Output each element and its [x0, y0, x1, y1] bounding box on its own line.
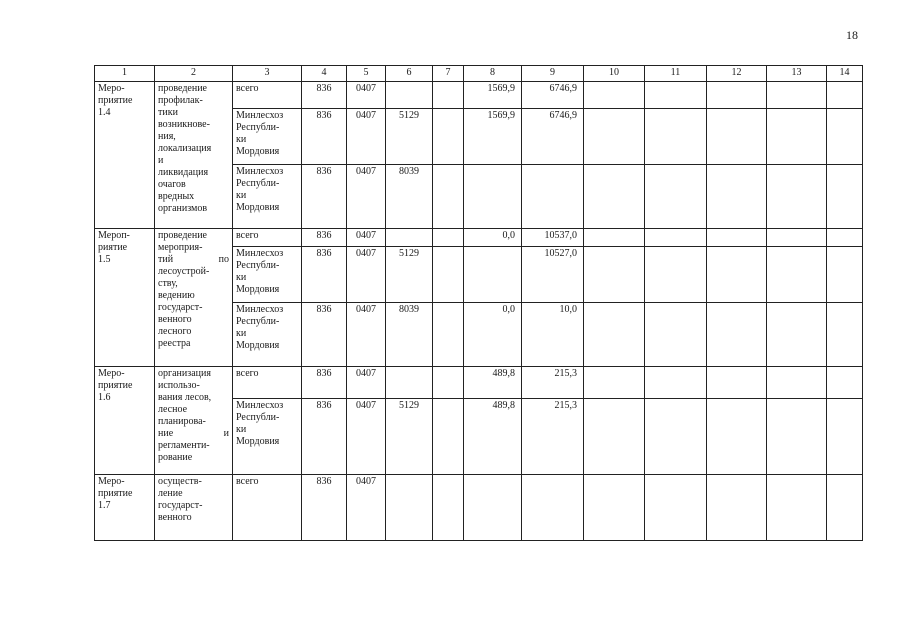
- col-header: 12: [707, 66, 767, 82]
- funding-source: всего: [233, 82, 302, 109]
- table-row: [95, 82, 863, 109]
- cell-c9: 215,3: [522, 367, 584, 399]
- cell-c13: [767, 109, 827, 165]
- cell-c6: 8039: [386, 165, 433, 229]
- col-header: 1: [95, 66, 155, 82]
- cell-c12: [707, 367, 767, 399]
- measure-id: Меро- приятие 1.7: [95, 475, 155, 541]
- cell-c12: [707, 82, 767, 109]
- col-header: 6: [386, 66, 433, 82]
- cell-c13: [767, 229, 827, 247]
- cell-c6: 5129: [386, 247, 433, 303]
- cell-c7: [433, 399, 464, 475]
- funding-source: Минлесхоз Республи- ки Мордовия: [233, 247, 302, 303]
- cell-c8: 489,8: [464, 367, 522, 399]
- col-header: 8: [464, 66, 522, 82]
- cell-c8: [464, 247, 522, 303]
- description-word: ние: [158, 428, 174, 439]
- description-line: проведение мероприя-: [158, 230, 207, 253]
- cell-c12: [707, 247, 767, 303]
- cell-c10: [584, 165, 645, 229]
- cell-c7: [433, 475, 464, 541]
- cell-c13: [767, 475, 827, 541]
- cell-c14: [827, 82, 863, 109]
- cell-c9: [522, 165, 584, 229]
- cell-c12: [707, 303, 767, 367]
- col-header: 3: [233, 66, 302, 82]
- funding-source: Минлесхоз Республи- ки Мордовия: [233, 109, 302, 165]
- measure-id: Мероп- риятие 1.5: [95, 229, 155, 367]
- cell-c10: [584, 303, 645, 367]
- cell-c8: 1569,9: [464, 109, 522, 165]
- cell-c13: [767, 165, 827, 229]
- funding-source: Минлесхоз Республи- ки Мордовия: [233, 399, 302, 475]
- cell-c14: [827, 303, 863, 367]
- cell-c5: 0407: [347, 303, 386, 367]
- cell-c6: 5129: [386, 109, 433, 165]
- cell-c13: [767, 82, 827, 109]
- measure-description: [155, 229, 233, 367]
- cell-c9: 6746,9: [522, 82, 584, 109]
- measure-id: Меро- приятие 1.6: [95, 367, 155, 475]
- cell-c5: 0407: [347, 475, 386, 541]
- cell-c14: [827, 475, 863, 541]
- cell-c6: 8039: [386, 303, 433, 367]
- cell-c14: [827, 399, 863, 475]
- cell-c11: [645, 109, 707, 165]
- cell-c13: [767, 367, 827, 399]
- col-header: 7: [433, 66, 464, 82]
- table-row: [95, 475, 863, 541]
- cell-c13: [767, 247, 827, 303]
- funding-source: всего: [233, 475, 302, 541]
- description-line: регламенти- рование: [158, 440, 210, 463]
- cell-c11: [645, 165, 707, 229]
- cell-c7: [433, 247, 464, 303]
- cell-c7: [433, 303, 464, 367]
- cell-c12: [707, 399, 767, 475]
- cell-c10: [584, 82, 645, 109]
- col-header: 9: [522, 66, 584, 82]
- cell-c11: [645, 229, 707, 247]
- col-header: 10: [584, 66, 645, 82]
- cell-c11: [645, 247, 707, 303]
- cell-c7: [433, 109, 464, 165]
- cell-c12: [707, 109, 767, 165]
- cell-c7: [433, 165, 464, 229]
- cell-c8: [464, 165, 522, 229]
- cell-c8: 0,0: [464, 303, 522, 367]
- cell-c12: [707, 229, 767, 247]
- cell-c10: [584, 247, 645, 303]
- cell-c10: [584, 229, 645, 247]
- budget-table: [94, 65, 863, 541]
- cell-c10: [584, 399, 645, 475]
- funding-source: всего: [233, 229, 302, 247]
- cell-c14: [827, 165, 863, 229]
- table-row: [95, 367, 863, 399]
- cell-c12: [707, 165, 767, 229]
- col-header: 2: [155, 66, 233, 82]
- col-header: 11: [645, 66, 707, 82]
- cell-c8: [464, 475, 522, 541]
- cell-c9: 10,0: [522, 303, 584, 367]
- measure-description: осуществ- ление государст- венного: [155, 475, 233, 541]
- cell-c4: 836: [302, 229, 347, 247]
- cell-c5: 0407: [347, 165, 386, 229]
- measure-description: проведение профилак- тики возникнове- ния, локализация и ликвидация очагов вредных организмов: [155, 82, 233, 229]
- cell-c4: 836: [302, 109, 347, 165]
- cell-c6: [386, 229, 433, 247]
- description-word: и: [223, 428, 229, 439]
- cell-c12: [707, 475, 767, 541]
- cell-c9: 215,3: [522, 399, 584, 475]
- cell-c13: [767, 303, 827, 367]
- cell-c11: [645, 82, 707, 109]
- cell-c5: 0407: [347, 82, 386, 109]
- cell-c14: [827, 229, 863, 247]
- description-word: по: [218, 254, 229, 265]
- cell-c10: [584, 367, 645, 399]
- cell-c4: 836: [302, 399, 347, 475]
- cell-c14: [827, 247, 863, 303]
- cell-c6: 5129: [386, 399, 433, 475]
- page-number: 18: [846, 28, 858, 42]
- cell-c11: [645, 399, 707, 475]
- table-row: [95, 229, 863, 247]
- measure-id: Меро- приятие 1.4: [95, 82, 155, 229]
- funding-source: всего: [233, 367, 302, 399]
- header-row: [95, 66, 863, 82]
- cell-c4: 836: [302, 367, 347, 399]
- cell-c8: 0,0: [464, 229, 522, 247]
- cell-c14: [827, 367, 863, 399]
- cell-c11: [645, 367, 707, 399]
- cell-c9: 6746,9: [522, 109, 584, 165]
- col-header: 5: [347, 66, 386, 82]
- cell-c9: 10537,0: [522, 229, 584, 247]
- cell-c5: 0407: [347, 109, 386, 165]
- cell-c4: 836: [302, 475, 347, 541]
- description-line: [158, 428, 229, 440]
- cell-c14: [827, 109, 863, 165]
- cell-c11: [645, 303, 707, 367]
- funding-source: Минлесхоз Республи- ки Мордовия: [233, 303, 302, 367]
- cell-c7: [433, 82, 464, 109]
- cell-c8: 1569,9: [464, 82, 522, 109]
- cell-c4: 836: [302, 247, 347, 303]
- cell-c7: [433, 367, 464, 399]
- funding-source: Минлесхоз Республи- ки Мордовия: [233, 165, 302, 229]
- cell-c4: 836: [302, 303, 347, 367]
- description-line: [158, 254, 229, 266]
- cell-c11: [645, 475, 707, 541]
- cell-c9: [522, 475, 584, 541]
- description-word: тий: [158, 254, 174, 265]
- measure-description: [155, 367, 233, 475]
- cell-c6: [386, 475, 433, 541]
- cell-c5: 0407: [347, 247, 386, 303]
- cell-c10: [584, 475, 645, 541]
- cell-c4: 836: [302, 82, 347, 109]
- cell-c6: [386, 82, 433, 109]
- cell-c7: [433, 229, 464, 247]
- cell-c5: 0407: [347, 367, 386, 399]
- cell-c8: 489,8: [464, 399, 522, 475]
- cell-c5: 0407: [347, 399, 386, 475]
- cell-c5: 0407: [347, 229, 386, 247]
- description-line: лесоустрой- ству, ведению государст- венного лесного реестра: [158, 266, 210, 349]
- col-header: 4: [302, 66, 347, 82]
- col-header: 14: [827, 66, 863, 82]
- cell-c13: [767, 399, 827, 475]
- cell-c10: [584, 109, 645, 165]
- description-line: организация использо- вания лесов, лесное планирова-: [158, 368, 212, 427]
- cell-c9: 10527,0: [522, 247, 584, 303]
- cell-c6: [386, 367, 433, 399]
- cell-c4: 836: [302, 165, 347, 229]
- col-header: 13: [767, 66, 827, 82]
